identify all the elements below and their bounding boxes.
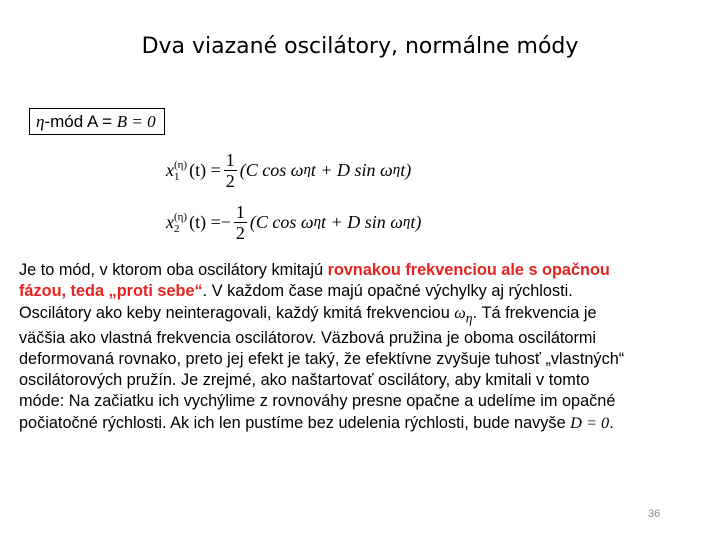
eq2-num: 1 (235, 202, 245, 222)
eta-symbol: η (36, 112, 45, 131)
eq2-sign: − (220, 212, 231, 232)
slide-title: Dva viazané oscilátory, normálne módy (141, 34, 579, 59)
eq1-lhs: x (166, 160, 174, 180)
para-l8-text: počiatočné rýchlosti. Ak ich len pustíme bez udelenia rýchlosti, bude navyše (19, 414, 571, 433)
eq2-lhs: x (166, 212, 174, 232)
eq2-rhs: (C cos ω (249, 212, 314, 232)
eq1-fraction (224, 150, 237, 191)
eq2-den: 2 (235, 223, 245, 243)
eq1-arg: (t) = (189, 160, 221, 180)
para-l3-text-2: . Tá frekvencia je (472, 304, 597, 322)
para-line-6: oscilátorových pružín. Je zrejmé, ako naštartovať oscilátory, aby kmitali v tomto (19, 371, 590, 390)
eq2-rhs2: t + D sin ω (321, 212, 403, 232)
explanation-paragraph (19, 260, 709, 434)
eq1-num: 1 (225, 150, 235, 170)
para-l3-omega-sub: η (465, 310, 473, 326)
eq2-rhs-sub: η (313, 214, 322, 230)
eq2-supsub (174, 211, 187, 235)
para-l1-highlight-1: rovnakou frekvenciou (327, 261, 497, 279)
para-line-2 (19, 281, 709, 302)
para-l8-end: . (609, 414, 614, 433)
eq1-rhs3: t) (400, 160, 412, 180)
mode-label-box (29, 108, 165, 135)
para-line-3 (19, 302, 709, 328)
mode-label-text: -mód A = (44, 112, 117, 131)
para-l2-text: . V každom čase majú opačné výchylky aj rýchlosti. (202, 282, 573, 300)
para-l8-math: D = 0 (570, 413, 610, 433)
eq1-rhs: (C cos ω (239, 160, 304, 180)
equation-x1 (166, 150, 411, 191)
eq2-sup: (η) (174, 210, 188, 223)
para-line-1 (19, 260, 709, 281)
eq1-sub: 1 (174, 170, 180, 183)
para-line-7: móde: Na začiatku ich vychýlime z rovnováhy presne opačne a udelíme im opačné (19, 392, 616, 411)
eq1-sup: (η) (174, 158, 188, 171)
para-l3-omega: ω (454, 303, 466, 322)
eq1-rhs-sub2: η (392, 162, 401, 178)
eq2-rhs-sub2: η (402, 214, 411, 230)
eq2-arg: (t) = (189, 212, 221, 232)
eq1-rhs2: t + D sin ω (310, 160, 393, 180)
eq2-sub: 2 (174, 222, 180, 235)
para-line-8 (19, 412, 709, 434)
eq2-rhs3: t) (410, 212, 422, 232)
para-l1-highlight-2: ale s opačnou (501, 261, 610, 279)
eq1-supsub (174, 159, 187, 183)
eq1-rhs-sub: η (303, 162, 311, 178)
eq2-fraction (234, 202, 247, 243)
para-line-4: väčšia ako vlastná frekvencia oscilátorov. Väzbová pružina je oboma oscilátormi (19, 329, 597, 348)
equation-x2 (166, 202, 421, 243)
para-l3-text: Oscilátory ako keby neinteragovali, každý kmitá frekvenciou (19, 304, 455, 322)
mode-condition: B = 0 (116, 112, 156, 131)
para-line-5: deformovaná rovnako, preto jej efekt je taký, že efektívne zvyšuje tuhosť „vlastných“ (19, 350, 625, 369)
para-l2-highlight: fázou, teda „proti sebe“ (19, 282, 203, 300)
para-l1-text: Je to mód, v ktorom oba oscilátory kmitajú (19, 261, 328, 279)
page-number: 36 (648, 508, 661, 520)
eq1-den: 2 (225, 171, 235, 191)
